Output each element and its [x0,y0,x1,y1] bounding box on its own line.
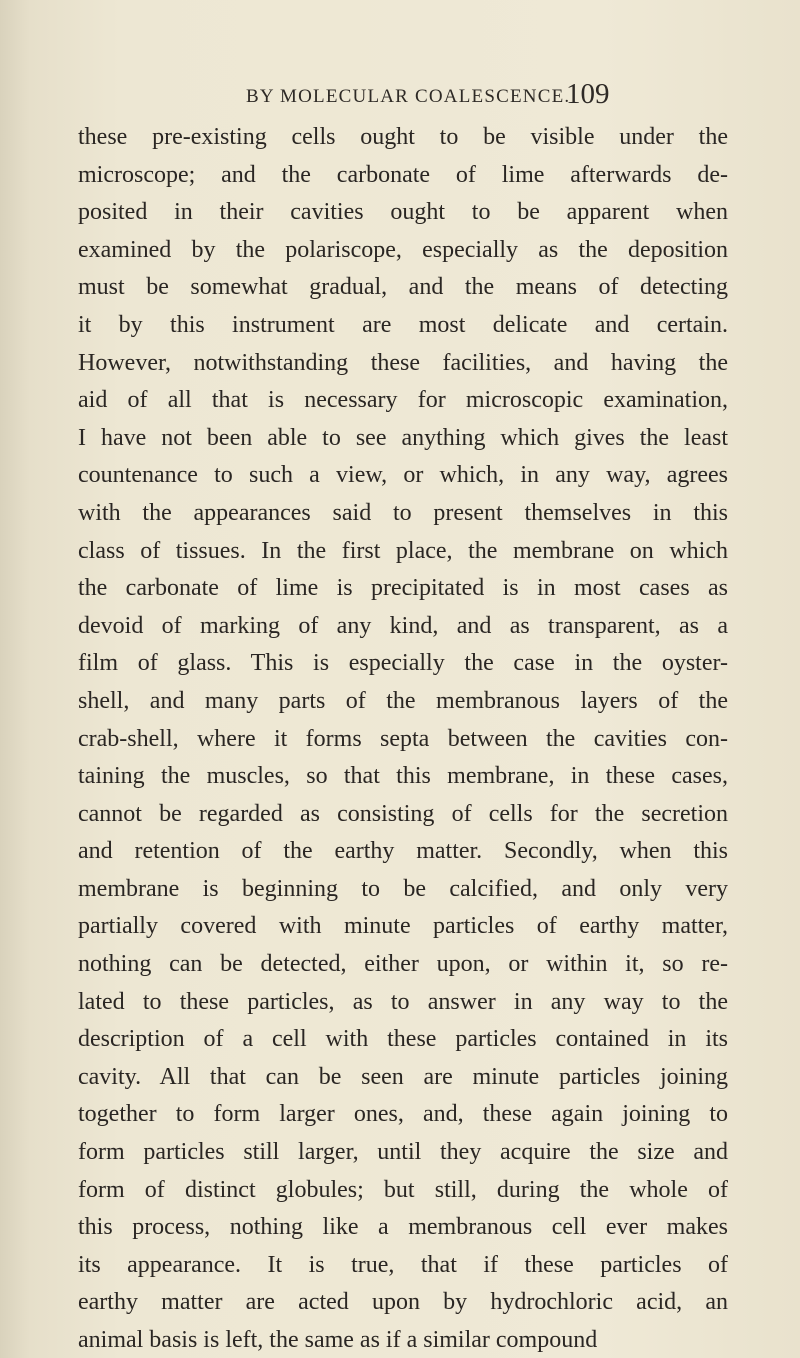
text-line: partially covered with minute particles of earthy matter, [78,913,728,940]
text-line: class of tissues. In the first place, the membrane on which [78,537,728,564]
text-line: membrane is beginning to be calcified, and only very [78,875,728,902]
text-line: it by this instrument are most delicate and certain. [78,311,728,338]
text-line: microscope; and the carbonate of lime afterwards de- [78,161,728,188]
text-line: earthy matter are acted upon by hydrochloric acid, an [78,1289,728,1316]
text-line: description of a cell with these particles contained in its [78,1026,728,1053]
text-line: posited in their cavities ought to be apparent when [78,199,728,226]
text-line: form of distinct globules; but still, during the whole of [78,1176,728,1203]
running-title: BY MOLECULAR COALESCENCE. [246,86,571,107]
text-line: However, notwithstanding these facilities, and having the [78,349,728,376]
text-line: I have not been able to see anything which gives the least [78,424,728,451]
text-line: aid of all that is necessary for microscopic examination, [78,387,728,414]
text-line: cannot be regarded as consisting of cells for the secretion [78,800,728,827]
text-line: form particles still larger, until they acquire the size and [78,1139,728,1166]
text-line: together to form larger ones, and, these again joining to [78,1101,728,1128]
text-line: and retention of the earthy matter. Secondly, when this [78,838,728,865]
running-head [0,80,800,110]
text-line: taining the muscles, so that this membrane, in these cases, [78,763,728,790]
text-line: animal basis is left, the same as if a similar compound [78,1327,598,1353]
text-line: countenance to such a view, or which, in any way, agrees [78,462,728,489]
body-text [78,119,728,1358]
text-line: its appearance. It is true, that if these particles of [78,1251,728,1278]
text-line: shell, and many parts of the membranous layers of the [78,687,728,714]
text-line: crab-shell, where it forms septa between the cavities con- [78,725,728,752]
text-line: with the appearances said to present themselves in this [78,499,728,526]
text-line: these pre-existing cells ought to be visible under the [78,124,728,150]
page-number: 109 [566,78,610,110]
text-line: film of glass. This is especially the case in the oyster- [78,650,728,677]
text-line: cavity. All that can be seen are minute particles joining [78,1063,728,1090]
text-line: the carbonate of lime is precipitated is in most cases as [78,575,728,602]
text-line: examined by the polariscope, especially as the deposition [78,236,728,263]
text-line: nothing can be detected, either upon, or within it, so re- [78,951,728,978]
text-line: lated to these particles, as to answer in any way to the [78,988,728,1015]
text-line: devoid of marking of any kind, and as transparent, as a [78,612,728,639]
text-line: this process, nothing like a membranous cell ever makes [78,1214,728,1241]
text-line: must be somewhat gradual, and the means of detecting [78,274,728,301]
